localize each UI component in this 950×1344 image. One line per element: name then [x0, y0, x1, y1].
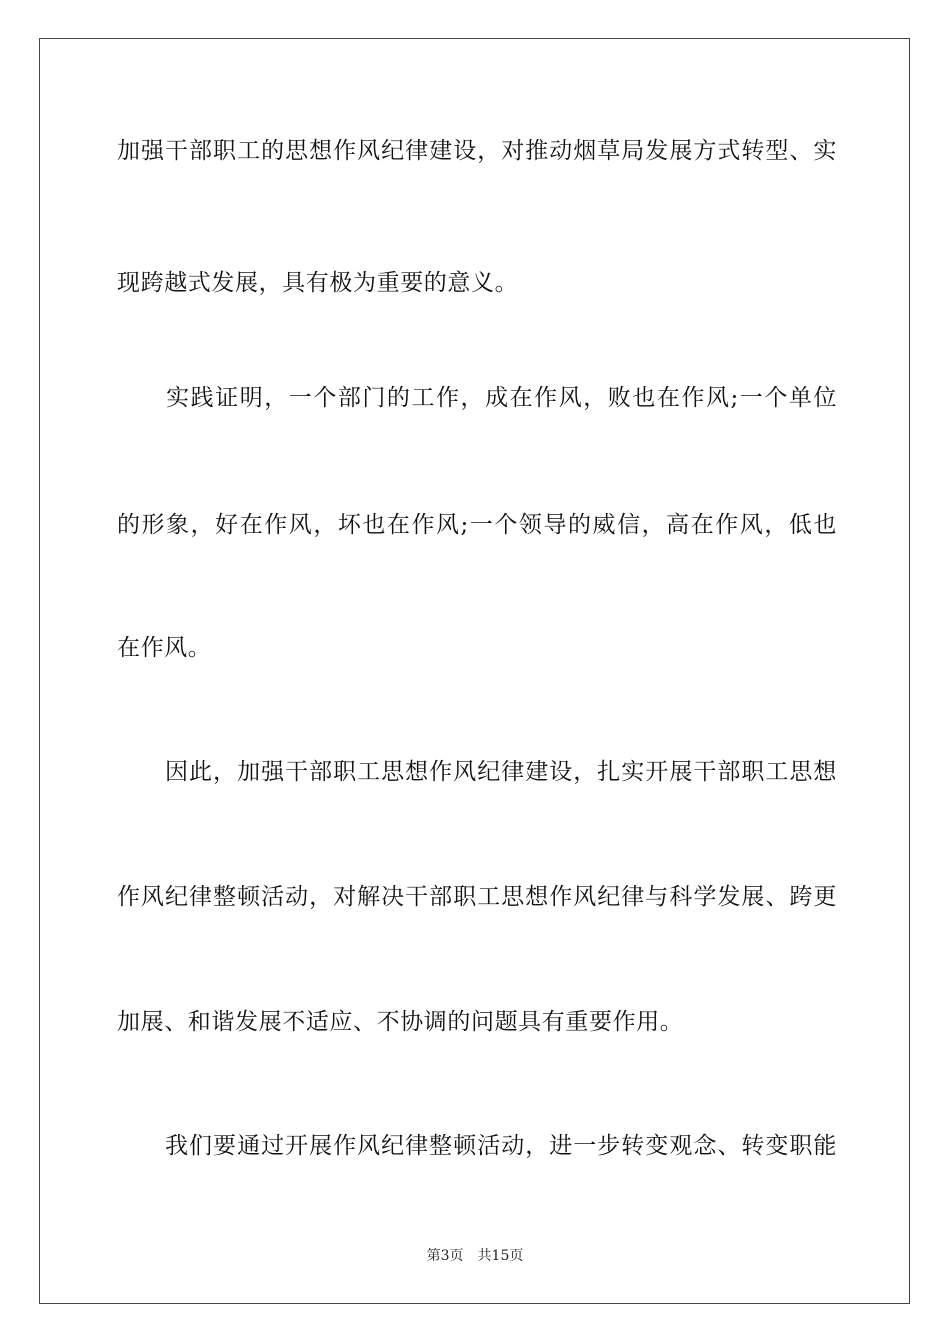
body-line-1: 加强干部职工的思想作风纪律建设，对推动烟草局发展方式转型、实 [117, 138, 837, 164]
body-line-5: 在作风。 [117, 635, 212, 661]
page-border [39, 38, 910, 1304]
body-line-9: 我们要通过开展作风纪律整顿活动，进一步转变观念、转变职能 [117, 1133, 837, 1159]
body-line-4: 的形象，好在作风，坏也在作风;一个领导的威信，高在作风，低也 [117, 512, 837, 538]
page-number: 第3页 [426, 1248, 464, 1264]
page-footer [0, 1247, 950, 1265]
body-line-2: 现跨越式发展，具有极为重要的意义。 [117, 270, 519, 296]
body-line-6: 因此，加强干部职工思想作风纪律建设，扎实开展干部职工思想 [117, 759, 837, 785]
body-line-7: 作风纪律整顿活动，对解决干部职工思想作风纪律与科学发展、跨更 [117, 884, 837, 910]
page-total: 共15页 [477, 1248, 524, 1264]
body-line-8: 加展、和谐发展不适应、不协调的问题具有重要作用。 [117, 1009, 684, 1035]
body-line-3: 实践证明，一个部门的工作，成在作风，败也在作风;一个单位 [117, 385, 837, 411]
